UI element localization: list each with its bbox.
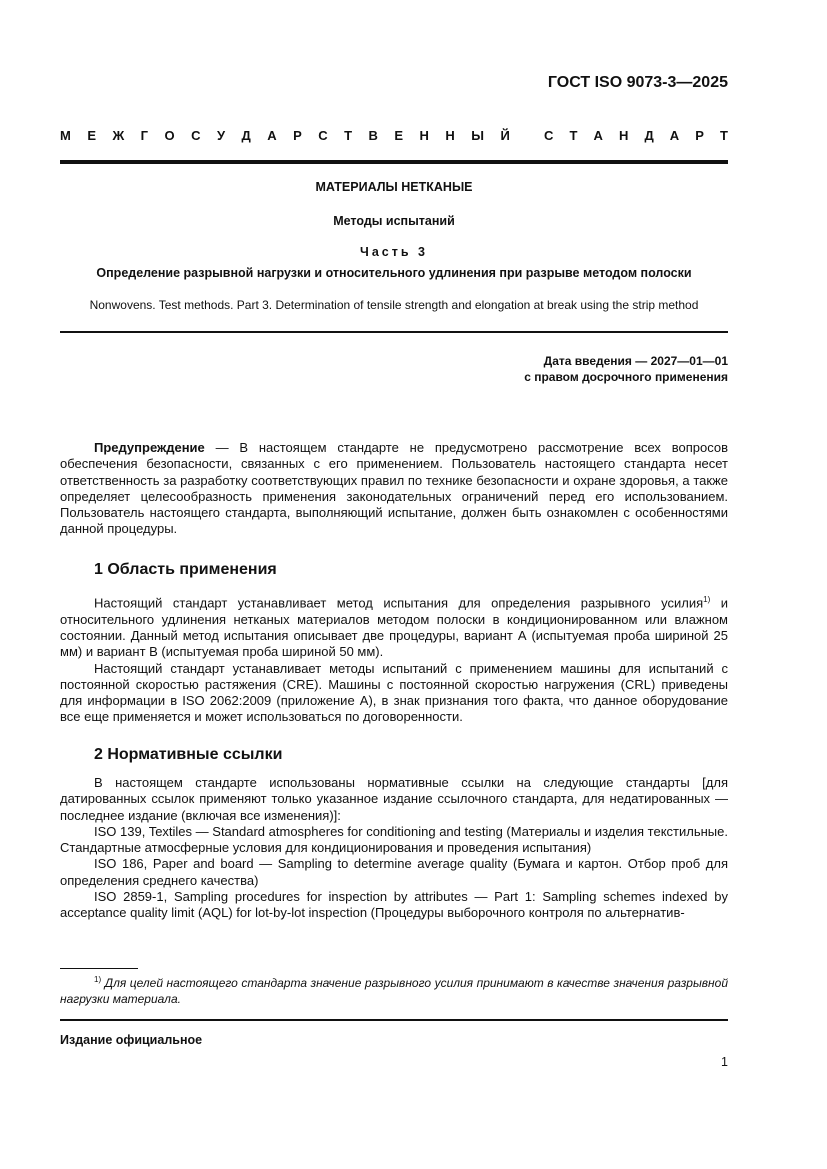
reference-iso-139: ISO 139, Textiles — Standard atmospheres for conditioning and testing (Материалы и изделия текстильные. Стандартные атмосферные условия для кондиционирования и проведения испытания)	[60, 823, 728, 856]
page-number: 1	[721, 1055, 728, 1069]
section-1-heading: 1 Область применения	[94, 561, 277, 578]
band-w2-letter: Р	[695, 128, 704, 143]
document-number: ГОСТ ISO 9073-3—2025	[547, 74, 728, 91]
footer-rule	[60, 1019, 728, 1021]
band-w2-letter: А	[669, 128, 680, 143]
band-w1-letter: Т	[344, 128, 353, 143]
band-w2-letter: Т	[720, 128, 728, 143]
early-application-line: с правом досрочного применения	[524, 370, 728, 384]
band-word-interstate	[60, 128, 510, 143]
footnote-text: Для целей настоящего стандарта значение разрывного усилия принимают в качестве значения разрывной нагрузки материала.	[60, 976, 728, 1006]
section-2-body	[60, 775, 728, 922]
band-w1-letter: С	[318, 128, 328, 143]
band-w1-letter: Й	[500, 128, 510, 143]
band-w2-letter: Н	[618, 128, 629, 143]
section-1-text-cont: и относительного удлинения нетканых материалов методом полоски в кондиционированном или влажном состоянии. Данный метод испытания описывает две процедуры, вариант А (испытуемая проба шириной 25 мм) и вариант В (испытуемая проба шириной 50 мм).	[60, 595, 728, 660]
reference-iso-2859-1: ISO 2859-1, Sampling procedures for inspection by attributes — Part 1: Sampling schemes indexed by acceptance quality limit (AQL) for lot-by-lot inspection (Процедуры выборочного контроля по альтернатив-	[60, 889, 728, 921]
warning-lead: Предупреждение	[94, 440, 205, 455]
band-w2-letter: Т	[569, 128, 578, 143]
header-rule	[60, 160, 728, 164]
section-2-paragraph: В настоящем стандарте использованы нормативные ссылки на следующие стандарты [для датированных ссылок применяют только указанное издание ссылочного стандарта, для недатированных — последнее издание (включая все изменения)]:	[60, 775, 728, 823]
title-full: Определение разрывной нагрузки и относительного удлинения при разрыве методом полоски	[96, 266, 692, 280]
band-w1-letter: Д	[241, 128, 251, 143]
section-1-body	[60, 592, 728, 726]
band-w1-letter: У	[216, 128, 226, 143]
band-w1-letter: Ж	[112, 128, 125, 143]
band-w1-letter: Е	[394, 128, 404, 143]
footnote-mark: 1)	[94, 975, 102, 984]
section-1-text: Настоящий стандарт устанавливает метод испытания для определения разрывного усилия	[94, 595, 704, 611]
band-w1-letter: О	[164, 128, 175, 143]
introduction-date	[524, 353, 728, 385]
title-main: МАТЕРИАЛЫ НЕТКАНЫЕ	[315, 180, 473, 194]
band-word-standard	[544, 128, 728, 143]
band-w1-letter: Ы	[471, 128, 484, 143]
band-w1-letter: Г	[140, 128, 149, 143]
band-w2-letter: А	[593, 128, 603, 143]
title-part: Часть 3	[360, 245, 428, 259]
introduction-date-line: Дата введения — 2027—01—01	[543, 354, 728, 368]
band-w1-letter: А	[267, 128, 277, 143]
band-w2-letter: С	[544, 128, 554, 143]
warning-text: — В настоящем стандарте не предусмотрено рассмотрение всех вопросов обеспечения безопасности, связанных с его применением. Пользователь настоящего стандарта несет ответственность за разработку соответствующих правил по технике безопасности и охране здоровья, а также определяет целесообразность применения законодательных ограничений перед его использованием. Пользователь настоящего стандарта, выполняющий испытание, должен быть ознакомлен с особенностями данной процедуры.	[60, 440, 728, 537]
official-edition-label: Издание официальное	[60, 1033, 203, 1047]
section-1-paragraph-2: Настоящий стандарт устанавливает методы испытаний с применением машины для испытаний с постоянной скоростью растяжения (CRE). Машины с постоянной скоростью нагружения (CRL) приведены для информации в ISO 2062:2009 (приложение А), в знак признания того факта, что данное оборудование все еще применяется и может использоваться по договоренности.	[60, 660, 728, 725]
band-w1-letter: В	[368, 128, 378, 143]
band-w1-letter: С	[191, 128, 201, 143]
footnote	[60, 972, 728, 1007]
warning-paragraph	[60, 440, 728, 538]
band-w1-letter: Н	[445, 128, 455, 143]
band-w2-letter: Д	[644, 128, 654, 143]
reference-iso-186: ISO 186, Paper and board — Sampling to determine average quality (Бумага и картон. Отбор проб для определения среднего качества)	[60, 856, 728, 888]
title-sub: Методы испытаний	[333, 214, 455, 228]
title-rule	[60, 331, 728, 333]
section-2-heading: 2 Нормативные ссылки	[94, 746, 283, 763]
band-w1-letter: Е	[87, 128, 96, 143]
footnote-rule	[60, 968, 138, 969]
section-1-paragraph	[60, 592, 728, 661]
band-w1-letter: Н	[419, 128, 429, 143]
title-english: Nonwovens. Test methods. Part 3. Determination of tensile strength and elongation at break using the strip method	[89, 298, 699, 312]
interstate-standard-band	[60, 128, 728, 143]
band-w1-letter: М	[60, 128, 71, 143]
band-w1-letter: Р	[293, 128, 302, 143]
footnote-reference[interactable]: 1)	[703, 595, 711, 604]
